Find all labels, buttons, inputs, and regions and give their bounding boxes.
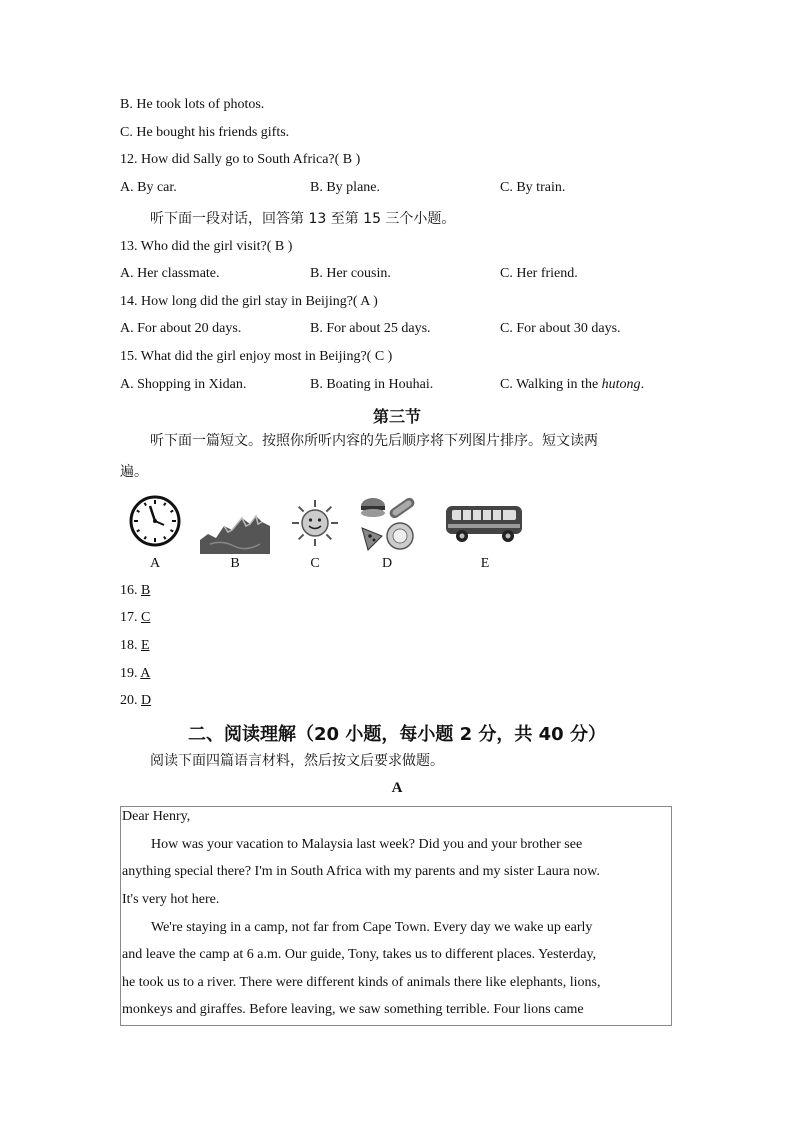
- q12-option-a: A. By car.: [120, 180, 177, 195]
- q15-option-b: B. Boating in Houhai.: [310, 377, 434, 392]
- q12-option-b: B. By plane.: [310, 180, 380, 195]
- letter-line: anything special there? I'm in South Africa with my parents and my sister Laura now.: [122, 864, 600, 879]
- answer-20: 20. D: [120, 693, 152, 708]
- clock-icon: [128, 494, 182, 548]
- sun-icon: [290, 498, 340, 548]
- letter-line: It's very hot here.: [122, 892, 220, 907]
- letter-line: and leave the camp at 6 a.m. Our guide, Tony, takes us to different places. Yesterday,: [122, 947, 597, 962]
- reading-title: 二、阅读理解（20 小题，每小题 2 分，共 40 分）: [188, 724, 606, 745]
- letter-line: monkeys and giraffes. Before leaving, we saw something terrible. Four lions came: [122, 1002, 584, 1017]
- bus-icon: [444, 500, 524, 544]
- q12-option-c: C. By train.: [500, 180, 566, 195]
- picture-label-a: A: [149, 556, 161, 571]
- q11-option-c: C. He bought his friends gifts.: [120, 125, 290, 140]
- q12-text: 12. How did Sally go to South Africa?( B ): [120, 152, 361, 167]
- section3-instruction-line1: 听下面一篇短文。按照你所听内容的先后顺序将下列图片排序。短文读两: [150, 433, 598, 449]
- q14-option-a: A. For about 20 days.: [120, 321, 242, 336]
- q11-option-b: B. He took lots of photos.: [120, 97, 265, 112]
- reading-instruction: 阅读下面四篇语言材料，然后按文后要求做题。: [150, 753, 444, 769]
- food-icon: [358, 494, 416, 552]
- passage-label: A: [391, 780, 403, 796]
- q15-option-a: A. Shopping in Xidan.: [120, 377, 247, 392]
- q14-text: 14. How long did the girl stay in Beijing?( A ): [120, 294, 378, 309]
- picture-label-c: C: [310, 556, 320, 571]
- picture-label-b: B: [230, 556, 240, 571]
- letter-greeting: Dear Henry,: [122, 809, 191, 824]
- letter-line: We're staying in a camp, not far from Cape Town. Every day we wake up early: [151, 920, 593, 935]
- q14-option-b: B. For about 25 days.: [310, 321, 431, 336]
- q13-text: 13. Who did the girl visit?( B ): [120, 239, 293, 254]
- q14-option-c: C. For about 30 days.: [500, 321, 621, 336]
- mountains-icon: [200, 510, 270, 554]
- q15-option-c: C. Walking in the hutong.: [500, 377, 645, 392]
- q13-option-c: C. Her friend.: [500, 266, 578, 281]
- letter-line: he took us to a river. There were different kinds of animals there like elephants, lions,: [122, 975, 601, 990]
- answer-18: 18. E: [120, 638, 150, 653]
- passage-a-box: [120, 806, 672, 1026]
- letter-line: How was your vacation to Malaysia last week? Did you and your brother see: [151, 837, 583, 852]
- section3-instruction-line2: 遍。: [120, 464, 148, 480]
- q13-option-b: B. Her cousin.: [310, 266, 391, 281]
- picture-label-d: D: [381, 556, 393, 571]
- instruction-13-15: 听下面一段对话，回答第 13 至第 15 三个小题。: [150, 211, 456, 227]
- answer-16: 16. B: [120, 583, 151, 598]
- q15-text: 15. What did the girl enjoy most in Beijing?( C ): [120, 349, 393, 364]
- answer-19: 19. A: [120, 666, 151, 681]
- section3-title: 第三节: [372, 407, 421, 426]
- q13-option-a: A. Her classmate.: [120, 266, 220, 281]
- answer-17: 17. C: [120, 610, 151, 625]
- picture-label-e: E: [480, 556, 490, 571]
